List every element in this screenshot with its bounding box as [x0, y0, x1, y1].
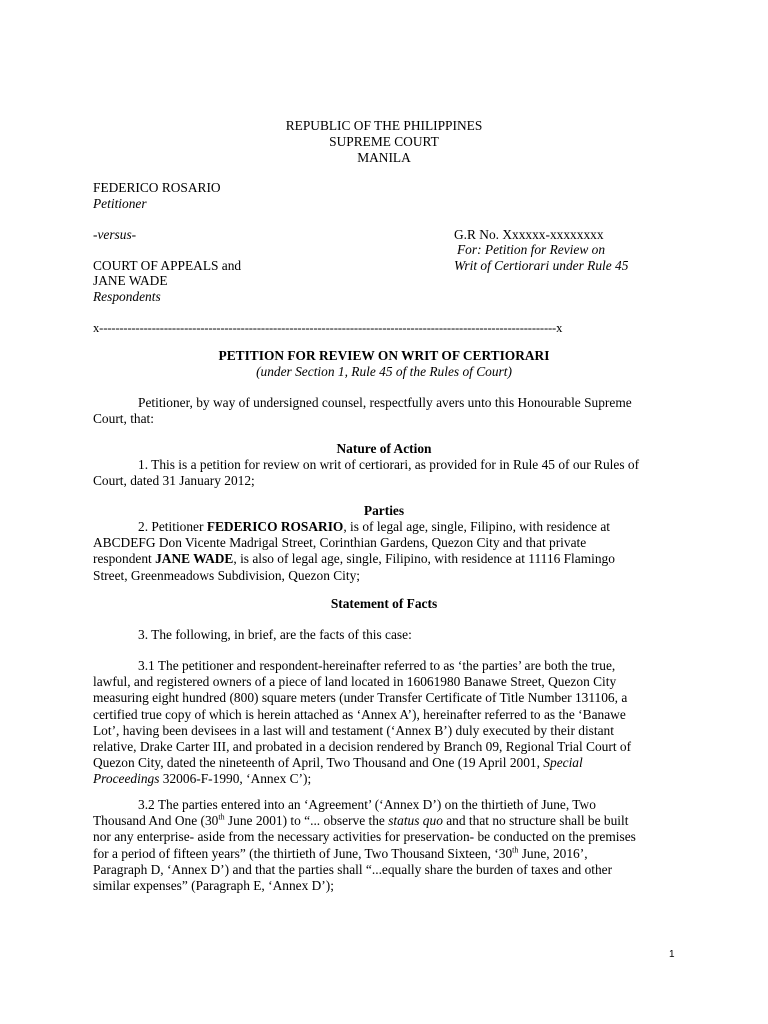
- caption-divider: x-----------------------------------------------------------------------------------------------------------------x: [93, 321, 563, 335]
- parties-text: , is of legal age, single, Filipino, with residence at: [343, 519, 610, 534]
- nature-line-2: Court, dated 31 January 2012;: [93, 473, 255, 489]
- nature-line-1: 1. This is a petition for review on writ of certiorari, as provided for in Rule 45 of our Rules of: [138, 457, 640, 472]
- nature-heading: Nature of Action: [336, 441, 432, 456]
- p31-line-2: lawful, and registered owners of a piece of land located in 16061980 Banawe Street, Quezon City: [93, 674, 617, 690]
- p32-line-1: 3.2 The parties entered into an ‘Agreement’ (‘Annex D’) on the thirtieth of June, Two: [138, 797, 596, 812]
- p32-line-4: [93, 846, 693, 862]
- p31-line-1: 3.1 The petitioner and respondent-hereinafter referred to as ‘the parties’ are both the true,: [138, 658, 616, 673]
- p32-text: Thousand And One (30: [93, 813, 219, 829]
- intro-paragraph: [93, 395, 693, 427]
- petitioner-name-bold: FEDERICO ROSARIO: [206, 519, 344, 534]
- p31-line-4: certified true copy of which is herein attached as ‘Annex A’), hereinafter referred to as the ‘Banawe: [93, 706, 626, 722]
- nature-paragraph: [93, 457, 693, 489]
- p32-superscript: th: [218, 812, 225, 822]
- p32-italic-text: status quo: [388, 813, 443, 829]
- parties-paragraph: [93, 519, 693, 584]
- p31-line-5: Lot’, having been devisees in a last will and testament (‘Annex B’) duly executed by their distant: [93, 722, 614, 738]
- p32-line-3: nor any enterprise- aside from the necessary activities for preservation- be conducted on the premises: [93, 829, 636, 845]
- p32-superscript: th: [512, 845, 519, 855]
- respondent-name-bold: JANE WADE: [155, 551, 234, 567]
- facts-intro-line: 3. The following, in brief, are the facts of this case:: [138, 627, 412, 642]
- intro-line-2: Court, that:: [93, 411, 154, 427]
- petition-title: PETITION FOR REVIEW ON WRIT OF CERTIORARI: [218, 348, 550, 363]
- parties-line-3: [93, 551, 693, 567]
- for-line-1: For: Petition for Review on: [457, 242, 606, 257]
- court-header: [0, 118, 768, 167]
- respondent-line-2: JANE WADE: [93, 273, 168, 288]
- parties-text: respondent: [93, 551, 156, 567]
- gr-number: G.R No. Xxxxxx-xxxxxxxx: [454, 227, 604, 242]
- petitioner-name: FEDERICO ROSARIO: [93, 180, 221, 195]
- p31-text: 32006-F-1990, ‘Annex C’);: [159, 771, 312, 787]
- intro-line-1: Petitioner, by way of undersigned counsel, respectfully avers unto this Honourable Supreme: [138, 395, 632, 410]
- parties-heading: Parties: [363, 503, 405, 518]
- for-line-2: Writ of Certiorari under Rule 45: [454, 258, 629, 273]
- page-number: 1: [669, 949, 675, 960]
- p32-line-5: Paragraph D, ‘Annex D’) and that the parties shall “...equally share the burden of taxes and other: [93, 861, 613, 877]
- p31-line-8: [93, 771, 693, 787]
- respondent-line-1: COURT OF APPEALS and: [93, 258, 242, 273]
- p32-text: June, 2016’,: [518, 845, 588, 861]
- facts-intro: [93, 627, 693, 643]
- p32-text: June 2001) to “... observe the: [224, 813, 389, 829]
- p31-line-7: [93, 755, 693, 771]
- p31-italic-text: Proceedings: [93, 771, 160, 787]
- header-supreme-court: SUPREME COURT: [329, 134, 439, 150]
- respondent-role: Respondents: [93, 289, 161, 304]
- p32-text: for a period of fifteen years” (the thirtieth of June, Two Thousand Sixteen, ‘30: [93, 845, 513, 861]
- p32-line-2: [93, 813, 693, 829]
- paragraph-3-1: [93, 658, 693, 788]
- parties-line-4: Street, Greenmeadows Subdivision, Quezon City;: [93, 567, 361, 583]
- header-republic: REPUBLIC OF THE PHILIPPINES: [285, 118, 483, 133]
- p32-text: and that no structure shall be built: [442, 813, 629, 829]
- p31-italic-text: Special: [543, 755, 583, 771]
- versus-label: -versus-: [93, 227, 137, 242]
- paragraph-3-2: [93, 797, 693, 894]
- parties-line-2: ABCDEFG Don Vicente Madrigal Street, Corinthian Gardens, Quezon City and that private: [93, 535, 587, 551]
- parties-text: , is also of legal age, single, Filipino, with residence at 11116 Flamingo: [233, 551, 615, 567]
- petition-subtitle: (under Section 1, Rule 45 of the Rules of Court): [256, 364, 512, 379]
- p31-line-3: measuring eight hundred (800) square meters (under Transfer Certificate of Title Number 131106, a: [93, 690, 628, 706]
- facts-heading: Statement of Facts: [330, 596, 438, 611]
- p32-line-6: similar expenses” (Paragraph E, ‘Annex D’);: [93, 878, 334, 894]
- header-manila: MANILA: [357, 150, 411, 166]
- parties-line-1: [93, 519, 693, 535]
- p31-line-6: relative, Drake Carter III, and probated in a decision rendered by Branch 09, Regional Trial Court of: [93, 739, 632, 755]
- parties-text: 2. Petitioner: [138, 519, 207, 534]
- petitioner-role: Petitioner: [93, 196, 147, 211]
- p31-text: Quezon City, dated the nineteenth of April, Two Thousand and One (19 April 2001,: [93, 755, 544, 771]
